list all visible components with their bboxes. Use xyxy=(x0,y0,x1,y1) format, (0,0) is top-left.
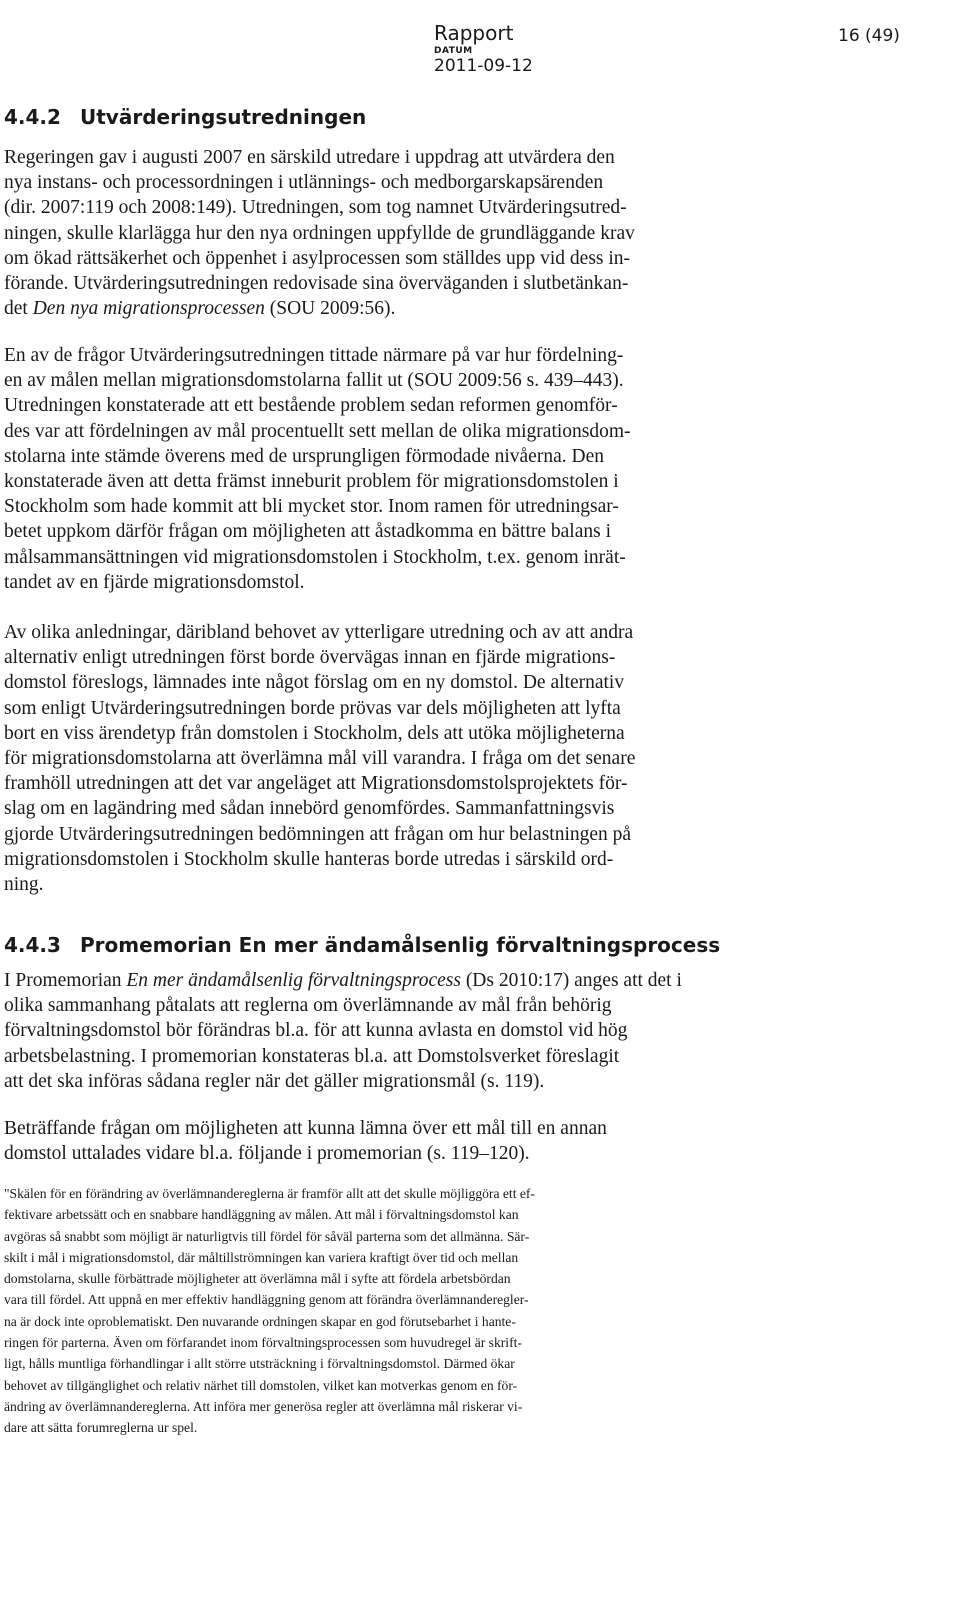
page-number: 16 (49) xyxy=(838,26,900,46)
text-line: stolarna inte stämde överens med de ursprungligen förmodade nivåerna. Den xyxy=(4,445,604,467)
text-line: olika sammanhang påtalats att reglerna om överlämnande av mål från behörig xyxy=(4,995,612,1017)
section-title: Utvärderingsutredningen xyxy=(80,105,367,129)
text-line: des var att fördelningen av mål procentuellt sett mellan de olika migrationsdom- xyxy=(4,420,631,442)
text-line: betet uppkom därför frågan om möjligheten att åstadkomma en bättre balans i xyxy=(4,521,612,543)
text-line xyxy=(4,296,752,321)
paragraph-4-4-3-1 xyxy=(4,968,752,1094)
block-quote xyxy=(4,1183,744,1439)
document-type: Rapport xyxy=(434,21,514,45)
text-line: om ökad rättsäkerhet och öppenhet i asylprocessen som ställdes upp vid dess in- xyxy=(4,247,631,269)
quote-line: ligt, hålls muntliga förhandlingar i allt större utsträckning i förvaltningsdomstol. Därmed ökar xyxy=(4,1356,515,1372)
report-title-italic: Den nya migrationsprocessen xyxy=(32,298,265,320)
section-number: 4.4.3 xyxy=(4,933,61,957)
quote-line: fektivare arbetssätt och en snabbare handläggning av målen. Att mål i förvaltningsdomstol kan xyxy=(4,1207,519,1223)
text-line: tandet av en fjärde migrationsdomstol. xyxy=(4,571,305,593)
paragraph-4-4-2-1 xyxy=(4,145,752,321)
quote-line: na är dock inte oproblematiskt. Den nuvarande ordningen skapar en god förutsebarhet i hante- xyxy=(4,1313,516,1329)
text-line: bort en viss ärendetyp från domstolen i Stockholm, dels att utöka möjligheterna xyxy=(4,722,625,744)
text-line: arbetsbelastning. I promemorian konstateras bl.a. att Domstolsverket föreslagit xyxy=(4,1045,620,1067)
quote-line: ringen för parterna. Även om förfarandet inom förvaltningsprocessen som huvudregel är skrift- xyxy=(4,1335,522,1351)
date-label: DATUM xyxy=(434,46,473,56)
text-line: framhöll utredningen att det var angeläget att Migrationsdomstolsprojektets för- xyxy=(4,773,628,795)
text-line: Av olika anledningar, däribland behovet av ytterligare utredning och av att andra xyxy=(4,622,634,643)
quote-line: avgöras så snabbt som möjligt är naturligtvis till fördel för såväl parterna som det allmänna. Sär- xyxy=(4,1228,530,1244)
quote-line: "Skälen för en förändring av överlämnandereglerna är framför allt att det skulle möjliggöra ett ef- xyxy=(4,1186,535,1201)
text-line: förvaltningsdomstol bör förändras bl.a. för att kunna avlasta en domstol vid hög xyxy=(4,1020,628,1042)
text-line: Beträffande frågan om möjligheten att kunna lämna över ett mål till en annan xyxy=(4,1118,607,1139)
section-heading-4-4-3 xyxy=(4,933,720,957)
text-line: Stockholm som hade kommit att bli mycket stor. Inom ramen för utredningsar- xyxy=(4,496,619,518)
text-line: ning. xyxy=(4,874,44,896)
quote-line: ändring av överlämnandereglerna. Att införa mer generösa regler att överlämna mål riskerar vi- xyxy=(4,1398,523,1414)
text-line: att det ska införas sådana regler när det gäller migrationsmål (s. 119). xyxy=(4,1070,545,1092)
text-line: gjorde Utvärderingsutredningen bedömningen att frågan om hur belastningen på xyxy=(4,823,632,845)
text-line: ningen, skulle klarlägga hur den nya ordningen uppfyllde de grundläggande krav xyxy=(4,222,635,244)
document-header xyxy=(434,22,533,75)
section-heading-4-4-2 xyxy=(4,105,366,129)
text-line: migrationsdomstolen i Stockholm skulle hanteras borde utredas i särskild ord- xyxy=(4,848,614,870)
text-line: alternativ enligt utredningen först borde övervägas innan en fjärde migrations- xyxy=(4,647,616,669)
text-line: Regeringen gav i augusti 2007 en särskild utredare i uppdrag att utvärdera den xyxy=(4,147,615,168)
section-number: 4.4.2 xyxy=(4,105,61,129)
memo-title-italic: En mer ändamålsenlig förvaltningsprocess xyxy=(126,970,461,991)
document-date: 2011-09-12 xyxy=(434,56,533,76)
text-line: förande. Utvärderingsutredningen redovisade sina överväganden i slutbetänkan- xyxy=(4,273,629,295)
paragraph-4-4-3-2 xyxy=(4,1116,752,1166)
quote-line: dare att sätta forumreglerna ur spel. xyxy=(4,1420,198,1436)
paragraph-4-4-2-2 xyxy=(4,343,752,595)
paragraph-4-4-2-3 xyxy=(4,620,752,897)
text-line: Utredningen konstaterade att ett bestående problem sedan reformen genomför- xyxy=(4,395,618,417)
text-line: för migrationsdomstolarna att överlämna mål vill varandra. I fråga om det senare xyxy=(4,748,636,770)
text-line: som enligt Utvärderingsutredningen borde prövas var dels möjligheten att lyfta xyxy=(4,697,621,719)
text-line: slag om en lagändring med sådan innebörd genomfördes. Sammanfattningsvis xyxy=(4,798,615,820)
text-line: nya instans- och processordningen i utlännings- och medborgarskapsärenden xyxy=(4,172,604,194)
text-line: domstol föreslogs, lämnades inte något förslag om en ny domstol. De alternativ xyxy=(4,672,625,694)
quote-line: domstolarna, skulle förbättrade möjligheter att överlämna mål i syfte att fördela arbetsbördan xyxy=(4,1271,511,1287)
text-span: I Promemorian xyxy=(4,970,127,991)
section-title: Promemorian En mer ändamålsenlig förvaltningsprocess xyxy=(80,933,721,957)
quote-line: skilt i mål i migrationsdomstol, där måltillströmningen kan variera kraftigt över tid och mellan xyxy=(4,1249,519,1265)
quote-line: vara till fördel. Att uppnå en mer effektiv handläggning genom att förändra överlämnanderegler- xyxy=(4,1292,529,1308)
text-line: (dir. 2007:119 och 2008:149). Utredningen, som tog namnet Utvärderingsutred- xyxy=(4,197,627,219)
text-span: (SOU 2009:56). xyxy=(264,298,396,320)
text-span: det xyxy=(4,298,33,320)
text-span: (Ds 2010:17) anges att det i xyxy=(460,970,682,991)
text-line: målsammansättningen vid migrationsdomstolen i Stockholm, t.ex. genom inrät- xyxy=(4,546,626,568)
text-line: domstol uttalades vidare bl.a. följande i promemorian (s. 119–120). xyxy=(4,1143,530,1165)
quote-line: behovet av tillgänglighet och relativ närhet till domstolen, vilket kan motverkas genom en för- xyxy=(4,1377,518,1393)
text-line: En av de frågor Utvärderingsutredningen tittade närmare på var hur fördelning- xyxy=(4,345,624,366)
text-line: en av målen mellan migrationsdomstolarna fallit ut (SOU 2009:56 s. 439–443). xyxy=(4,370,624,392)
text-line: konstaterade även att detta främst inneburit problem för migrationsdomstolen i xyxy=(4,471,619,493)
text-line xyxy=(4,968,752,993)
